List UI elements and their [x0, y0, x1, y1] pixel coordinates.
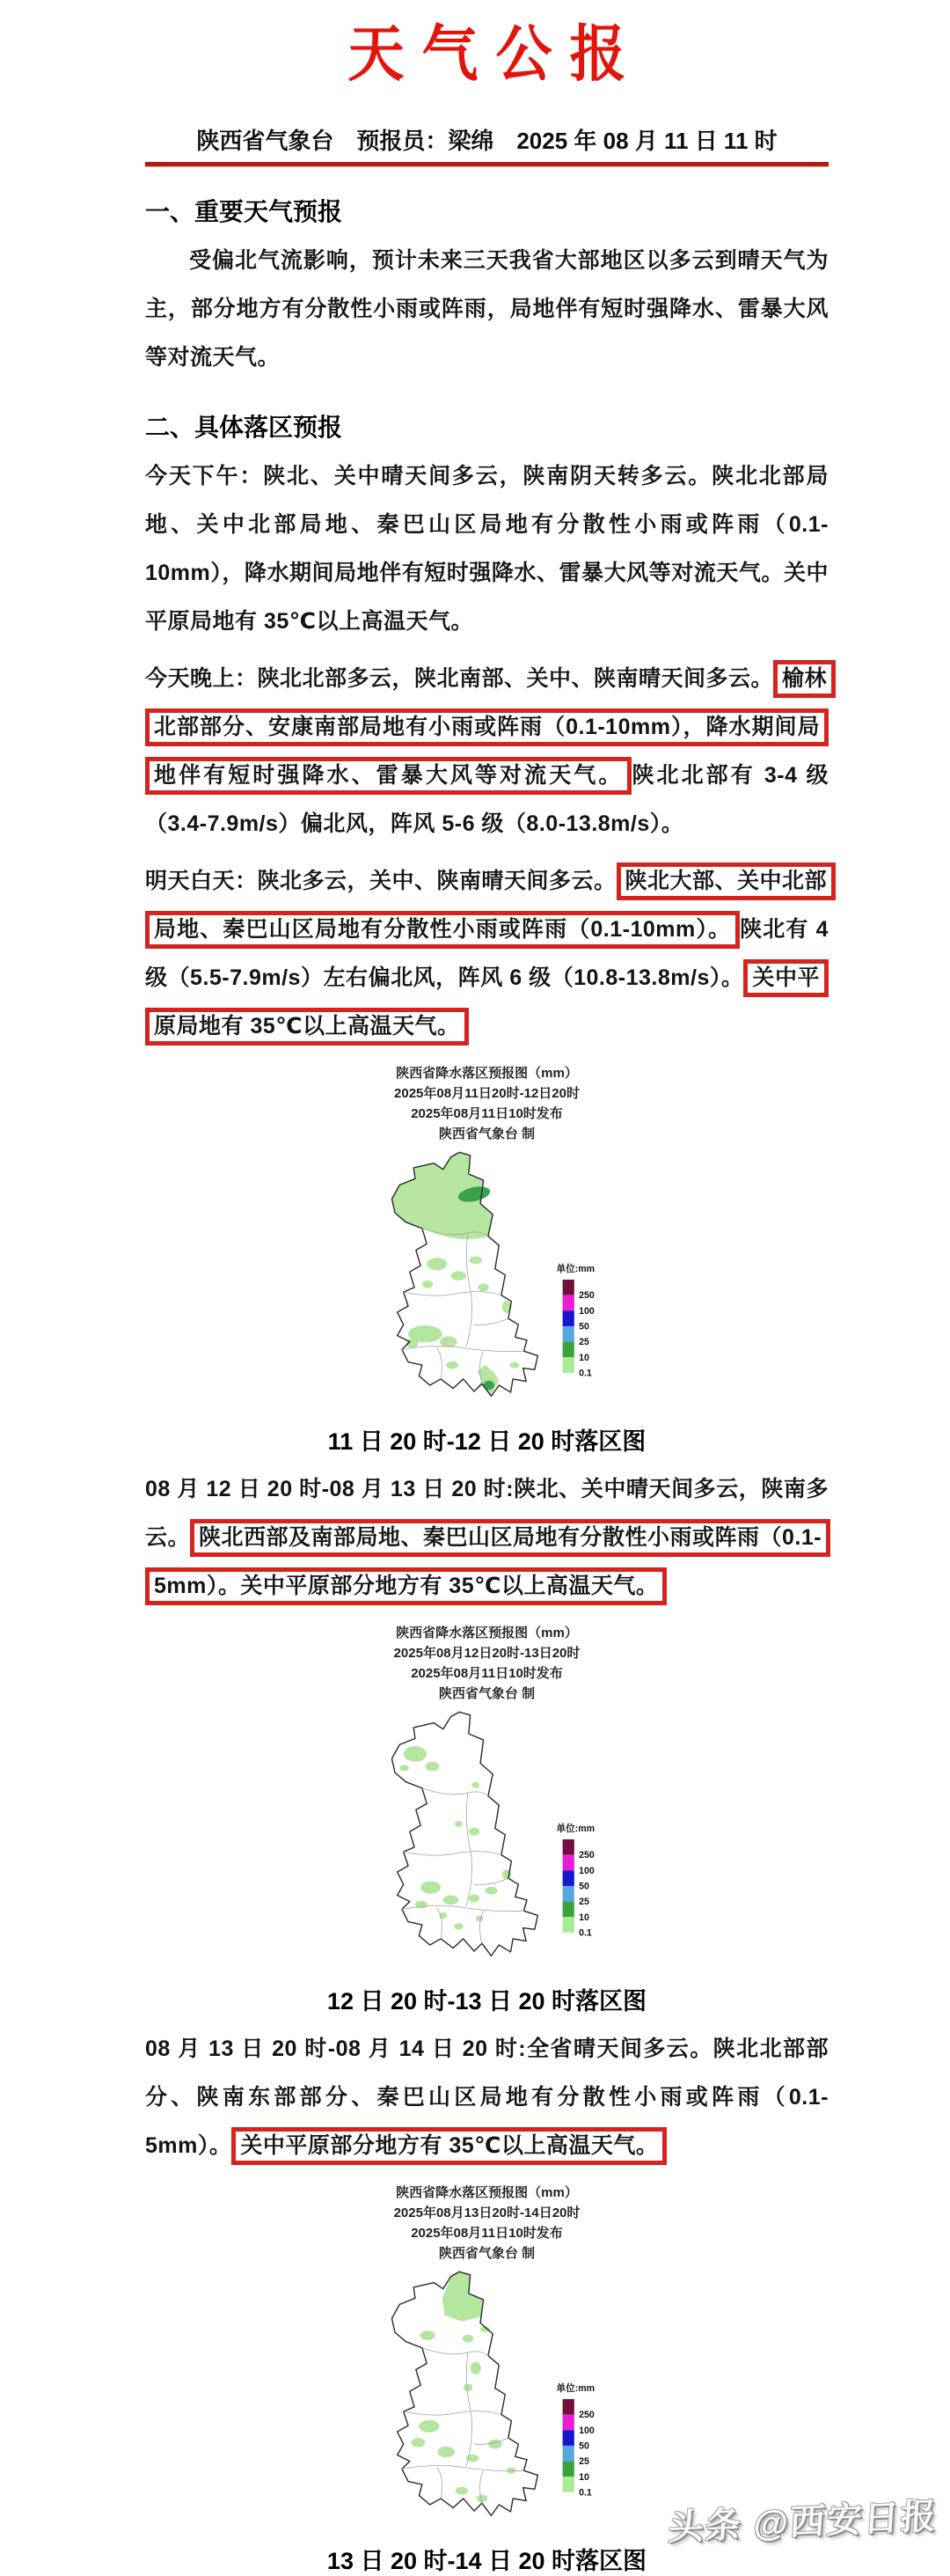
- svg-text:50: 50: [578, 2440, 589, 2452]
- day3-paragraph: [145, 2025, 829, 2170]
- precip-map-figure-2: [145, 1623, 829, 2016]
- page-title: 天气公报: [347, 20, 644, 88]
- paragraph-lead: 08 月 13 日 20 时-08 月 14 日 20 时:: [145, 2037, 527, 2061]
- map-1-issue-time: 2025年08月11日10时发布: [411, 1106, 563, 1121]
- map-legend: [556, 1263, 595, 1378]
- map-2-caption: 12 日 20 时-13 日 20 时落区图: [326, 1988, 647, 2015]
- tonight-paragraph: [145, 655, 829, 848]
- paragraph-text: 陕北有 4 级（5.5-7.9m/s）左右偏北风，阵风 6 级（10.8-13.8m/s）。: [145, 917, 829, 990]
- svg-text:0.1: 0.1: [578, 1927, 592, 1939]
- paragraph-lead: 今天下午：: [145, 464, 264, 488]
- highlighted-text: 关中平原局地有 35℃以上高温天气。: [145, 959, 829, 1046]
- today-afternoon-paragraph: [145, 452, 829, 646]
- paragraph-text: 受偏北气流影响，预计未来三天我省大部地区以多云到晴天气为主，部分地方有分散性小雨或阵雨，局地伴有短时强降水、雷暴大风等对流天气。: [145, 248, 829, 370]
- svg-text:250: 250: [578, 2410, 595, 2421]
- paragraph-text: 陕北、关中晴天间多云，陕南多云。: [145, 1477, 829, 1550]
- map-3-producer: 陕西省气象台 制: [438, 2246, 536, 2261]
- precipitation-map-2: [351, 1707, 624, 1971]
- paragraph-lead: 明天白天：: [145, 869, 258, 893]
- svg-text:单位:mm: 单位:mm: [556, 1824, 595, 1835]
- paragraph-text: 陕北、关中晴天间多云，陕南阴天转多云。陕北北部局地、关中北部局地、秦巴山区局地有分散性小雨或阵雨（0.1-10mm），降水期间局地伴有短时强降水、雷暴大风等对流天气。关中平原局地有 35℃以上高温天气。: [145, 464, 829, 634]
- highlighted-text: 榆林北部部分、安康南部局地有小雨或阵雨（0.1-10mm），降水期间局地伴有短时强降水、雷暴大风等对流天气。: [145, 660, 836, 795]
- svg-text:250: 250: [578, 1290, 595, 1302]
- highlighted-text: 陕北西部及南部局地、秦巴山区局地有分散性小雨或阵雨（0.1-5mm）。关中平原部分地方有 35℃以上高温天气。: [145, 1519, 830, 1605]
- map-2-producer: 陕西省气象台 制: [438, 1686, 536, 1701]
- svg-text:单位:mm: 单位:mm: [556, 2383, 595, 2395]
- source-line-block: [145, 123, 829, 166]
- svg-text:100: 100: [578, 1865, 595, 1876]
- section-heading-important-forecast: 一、重要天气预报: [145, 198, 343, 225]
- paragraph-text: 陕北多云，关中、陕南晴天间多云。: [257, 869, 617, 893]
- paragraph-lead: 08 月 12 日 20 时-08 月 13 日 20 时:: [145, 1477, 515, 1501]
- map-1-producer: 陕西省气象台 制: [438, 1127, 536, 1141]
- svg-text:0.1: 0.1: [578, 2487, 592, 2499]
- svg-text:10: 10: [578, 2471, 589, 2483]
- map-legend: [556, 1823, 595, 1938]
- weather-bulletin-document: [0, 5, 950, 2576]
- red-divider: [145, 162, 829, 166]
- map-2-title: 陕西省降水落区预报图（mm）: [396, 1626, 578, 1640]
- map-legend: [556, 2382, 595, 2498]
- map-2-issue-time: 2025年08月11日10时发布: [411, 1666, 563, 1681]
- svg-text:50: 50: [578, 1881, 589, 1892]
- map-2-header: [145, 1623, 829, 1704]
- svg-text:250: 250: [578, 1850, 595, 1861]
- svg-text:10: 10: [578, 1912, 589, 1923]
- watermark: 头条 @西安日报: [667, 2497, 939, 2548]
- paragraph-lead: 今天晚上：: [145, 666, 258, 691]
- map-3-valid-time: 2025年08月13日20时-14日20时: [393, 2205, 581, 2220]
- svg-text:25: 25: [578, 1337, 589, 1348]
- tomorrow-daytime-paragraph: [145, 857, 829, 1051]
- svg-text:50: 50: [578, 1321, 589, 1332]
- svg-text:100: 100: [578, 1305, 595, 1317]
- svg-text:0.1: 0.1: [578, 1368, 592, 1379]
- paragraph-text: 全省晴天间多云。陕北北部部分、陕南东部部分、秦巴山区局地有分散性小雨或阵雨（0.1-5mm）。: [145, 2037, 829, 2158]
- precipitation-map-1: [351, 1148, 624, 1412]
- map-3-header: [145, 2183, 829, 2264]
- paragraph-text: 陕北北部有 3-4 级（3.4-7.9m/s）偏北风，阵风 5-6 级（8.0-13.8m/s）。: [145, 763, 829, 836]
- highlighted-text: 关中平原部分地方有 35℃以上高温天气。: [231, 2127, 667, 2165]
- svg-text:100: 100: [578, 2425, 595, 2436]
- map-1-caption: 11 日 20 时-12 日 20 时落区图: [327, 1428, 647, 1455]
- section-heading-area-forecast: 二、具体落区预报: [145, 414, 343, 441]
- precip-map-figure-1: [145, 1063, 829, 1457]
- svg-text:10: 10: [578, 1352, 589, 1363]
- map-1-title: 陕西省降水落区预报图（mm）: [396, 1066, 578, 1081]
- map-1-valid-time: 2025年08月11日20时-12日20时: [394, 1086, 580, 1101]
- day2-paragraph: [145, 1465, 829, 1611]
- highlighted-text: 陕北大部、关中北部局地、秦巴山区局地有分散性小雨或阵雨（0.1-10mm）。: [145, 862, 836, 949]
- precipitation-map-3: [351, 2267, 624, 2531]
- map-3-issue-time: 2025年08月11日10时发布: [411, 2226, 563, 2241]
- svg-text:单位:mm: 单位:mm: [556, 1264, 595, 1275]
- svg-text:25: 25: [578, 2456, 589, 2468]
- map-2-valid-time: 2025年08月12日20时-13日20时: [393, 1646, 581, 1661]
- map-3-caption: 13 日 20 时-14 日 20 时落区图: [326, 2548, 647, 2574]
- svg-text:25: 25: [578, 1897, 589, 1908]
- map-3-title: 陕西省降水落区预报图（mm）: [396, 2185, 578, 2200]
- overview-paragraph: [145, 237, 829, 382]
- map-1-header: [145, 1063, 829, 1144]
- paragraph-text: 陕北北部多云，陕北南部、关中、陕南晴天间多云。: [257, 666, 774, 691]
- source-line: 陕西省气象台 预报员：梁绵 2025 年 08 月 11 日 11 时: [196, 128, 778, 154]
